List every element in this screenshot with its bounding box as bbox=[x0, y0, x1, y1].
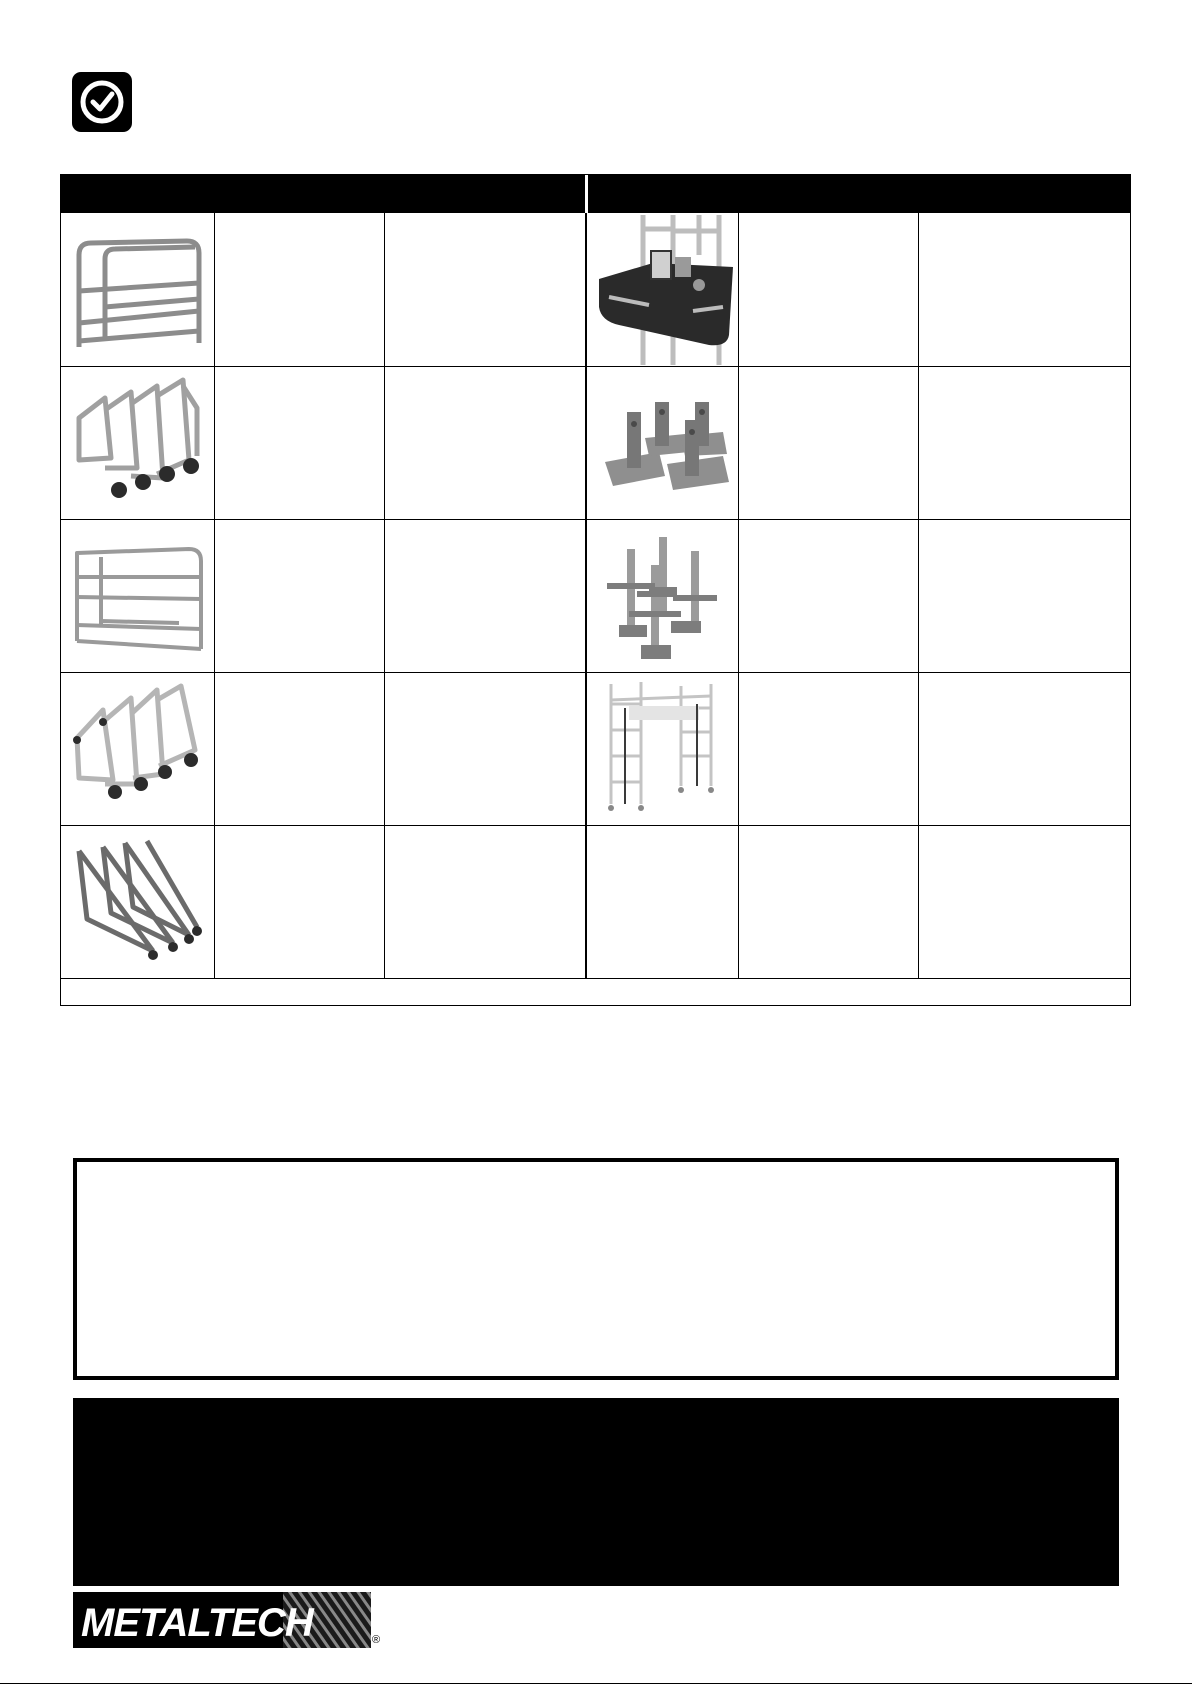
accessories-table bbox=[60, 174, 1131, 1006]
check-circle-icon bbox=[72, 72, 132, 132]
tool-tray-icon bbox=[589, 215, 739, 365]
notice-box bbox=[73, 1158, 1119, 1380]
tall-guardrail-icon bbox=[63, 521, 213, 671]
guardrail-icon bbox=[63, 215, 213, 365]
row-divider bbox=[61, 519, 1130, 520]
row-divider bbox=[61, 825, 1130, 826]
base-plates-icon bbox=[589, 368, 739, 518]
column-divider bbox=[585, 213, 587, 978]
column-divider bbox=[214, 213, 215, 978]
row-divider bbox=[61, 978, 1130, 979]
footer-rule bbox=[0, 1683, 1192, 1684]
outrigger-wheels-icon bbox=[63, 368, 213, 518]
registered-mark: ® bbox=[372, 1634, 381, 1646]
table-header-left bbox=[61, 175, 585, 213]
screw-jacks-icon bbox=[589, 521, 739, 671]
outrigger-casters-icon bbox=[63, 674, 213, 824]
black-info-panel bbox=[73, 1398, 1119, 1586]
row-divider bbox=[61, 672, 1130, 673]
column-divider bbox=[384, 213, 385, 978]
row-divider bbox=[61, 366, 1130, 367]
metaltech-logo-icon bbox=[73, 1592, 371, 1648]
table-header-right bbox=[588, 175, 1130, 213]
column-divider bbox=[918, 213, 919, 978]
large-outrigger-icon bbox=[63, 827, 213, 977]
scaffold-tower-icon bbox=[589, 674, 739, 824]
table-footnote bbox=[67, 983, 1117, 1003]
logo-text: METALTECH bbox=[81, 1601, 313, 1645]
